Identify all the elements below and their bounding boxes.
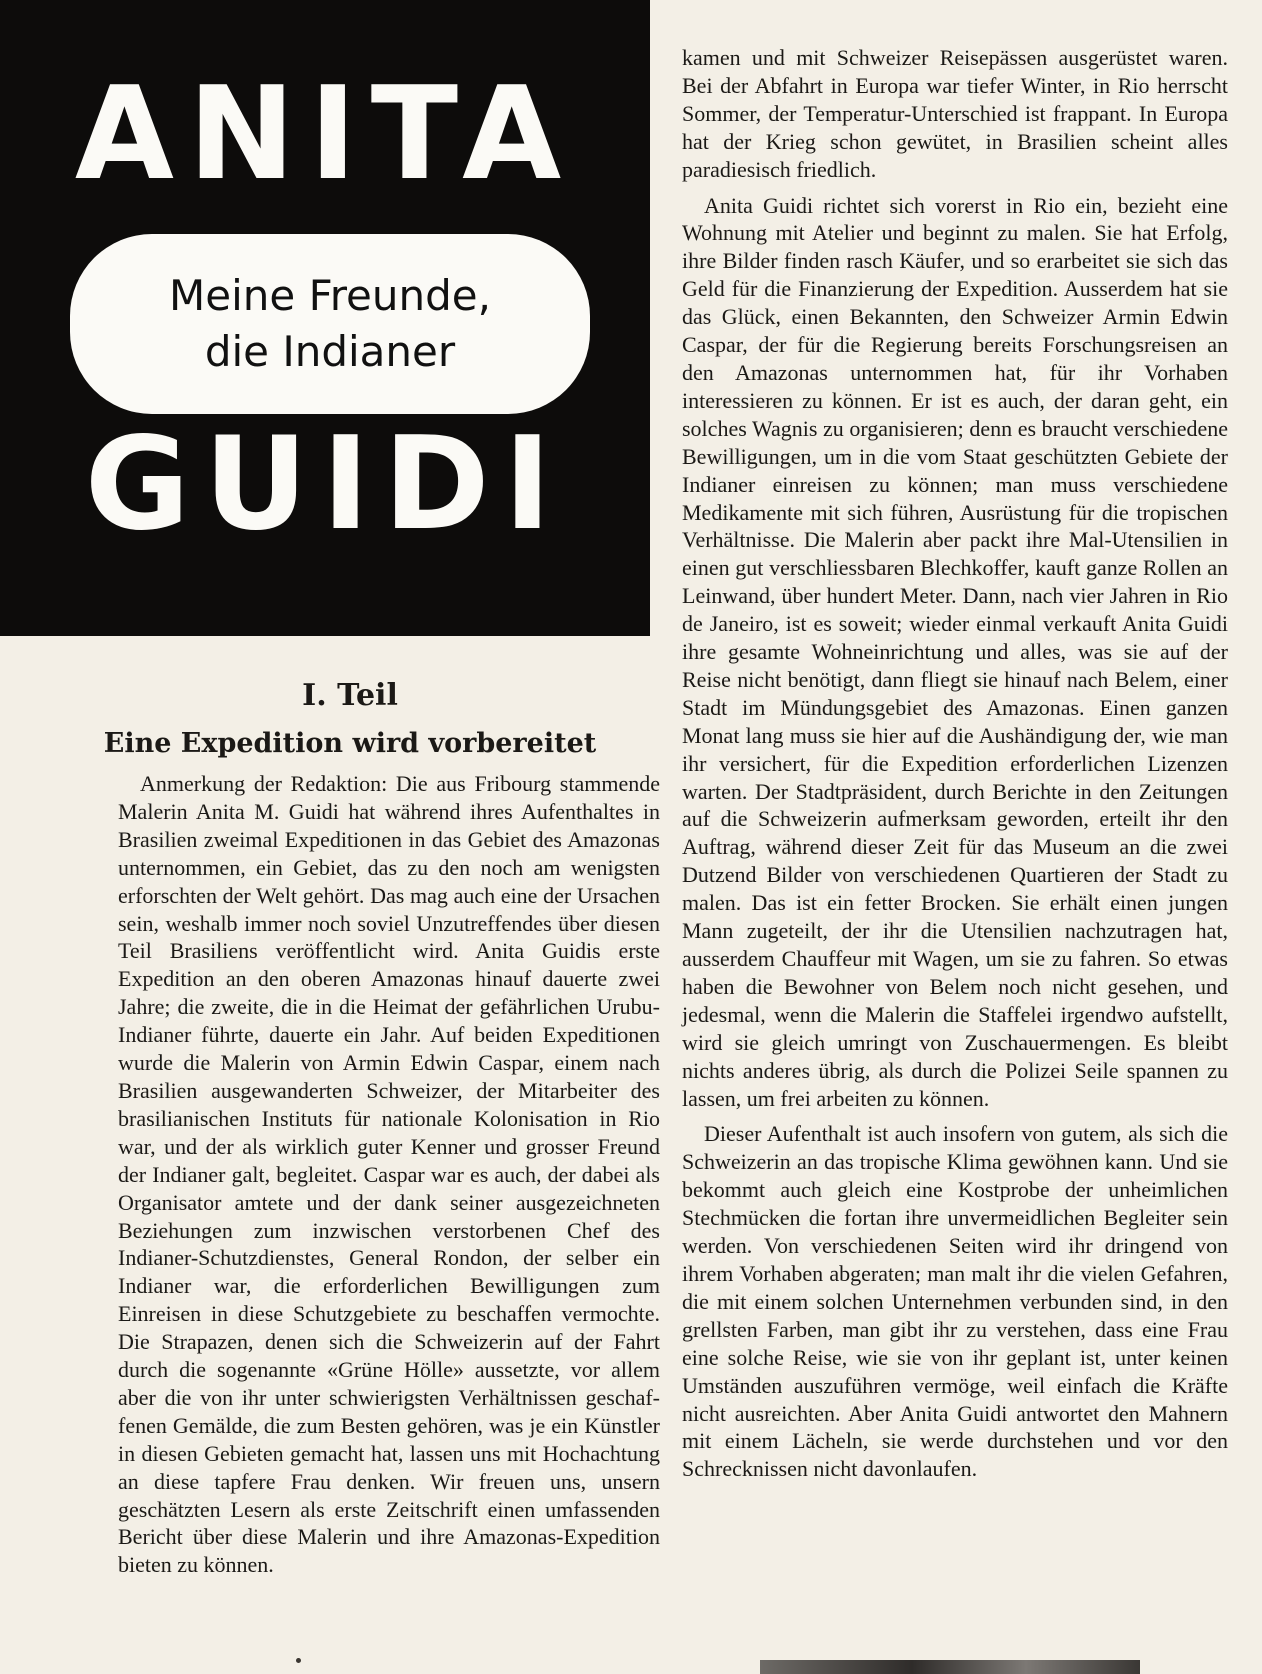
print-speck bbox=[296, 1658, 301, 1663]
right-column bbox=[682, 44, 1228, 1483]
right-paragraph-2: Anita Guidi richtet sich vorerst in Rio ein, bezieht eine Wohnung mit Atelier und beginnt zu malen. Sie hat Erfolg, ihre Bilder finden rasch Käufer, und so erarbeitet sie sich das Geld für die Finanzierung der Expedition. Ausserdem hat sie das Glück, einen Bekannten, den Schweizer Armin Edwin Caspar, der für die Regierung bereits Forschungsreisen an den Amazonas unternommen hat, für ihr Vorhaben interessieren zu können. Er ist es auch, der daran geht, ein solches Wagnis zu organisieren; denn es braucht verschiedene Bewilligungen, um in die vom Staat geschützten Gebiete der Indianer einreisen zu können; man muss verschiedene Medikamente mit sich führen, Ausrüstung für die tropischen Verhältnisse. Die Malerin aber packt ihre Mal-Utensilien in einen gut verschliessbaren Blechkoffer, kauft ganze Rollen an Leinwand, über hundert Meter. Dann, nach vier Jahren in Rio de Janeiro, ist es soweit; wieder einmal verkauft Anita Guidi ihre gesamte Wohneinrichtung und alles, was sie auf der Reise nicht benötigt, dann fliegt sie hinauf nach Belem, einer Stadt im Mündungsgebiet des Amazonas. Einen ganzen Monat lang muss sie hier auf die Aushändigung der, wie man ihr versichert, für die Expedition erforderlichen Lizenzen warten. Der Stadtpräsident, durch Berichte in den Zeitungen auf die Schweizerin aufmerksam geworden, erteilt ihr den Auftrag, während dieser Zeit für das Museum an die zwei Dutzend Bilder von verschiedenen Quartieren der Stadt zu malen. Das ist ein fetter Brocken. Sie erhält einen jungen Mann zugeteilt, der ihr die Utensilien nachzutragen hat, ausserdem Chauffeur mit Wagen, um sie zu fahren. So etwas haben die Bewohner von Belem noch nicht gesehen, und jedesmal, wenn die Malerin die Staffelei irgendwo aufstellt, wird sie gleich umringt von Zuschauermengen. Es bleibt nichts anderes übrig, als durch die Polizei Seile spannen zu lassen, um frei arbeiten zu können. bbox=[682, 192, 1228, 1111]
title-block bbox=[0, 0, 650, 636]
right-paragraph-1: kamen und mit Schweizer Reisepässen ausgerüstet waren. Bei der Abfahrt in Europa war tiefer Winter, in Rio herrscht Sommer, der Temperatur-Unterschied ist frappant. In Europa hat der Krieg schon gewütet, in Brasilien scheint alles paradiesisch friedlich. bbox=[682, 45, 1228, 182]
left-column bbox=[118, 770, 660, 1579]
last-name-heading: GUIDI bbox=[84, 410, 566, 559]
right-paragraph-3: Dieser Aufenthalt ist auch insofern von gutem, als sich die Schweizerin an das tropische Klima gewöhnen kann. Und sie bekommt auch gleich eine Kostprobe der unheimlichen Stechmücken die fortan ihre unvermeidlichen Begleiter sein werden. Von verschiedenen Seiten wird ihr dringend von ihrem Vorhaben abgeraten; man malt ihr die vielen Gefahren, die mit einem solchen Unternehmen verbunden sind, in den grellsten Farben, man gibt ihr zu verstehen, dass eine Frau eine solche Reise, wie sie von ihr geplant ist, unter keinen Umständen auszuführen vermöge, weil einfach die Kräfte nicht ausreichten. Aber Anita Guidi antwortet den Mahnern mit einem Lächeln, sie werde durchstehen und vor den Schrecknissen nicht davonlaufen. bbox=[682, 1121, 1228, 1482]
photo-edge-strip bbox=[760, 1660, 1140, 1674]
part-heading: I. Teil bbox=[302, 678, 398, 713]
article-headline: Eine Expedition wird vorbereitet bbox=[103, 728, 597, 759]
first-name-heading: ANITA bbox=[74, 60, 576, 209]
editor-note-paragraph: Anmerkung der Redaktion: Die aus Fribourg stammende Malerin Anita M. Guidi hat während ihres Aufenthaltes in Brasilien zweimal Expeditionen in das Gebiet des Amazonas unternommen, ein Gebiet, das zu den noch am wenigsten erforschten der Welt gehört. Das mag auch eine der Ursachen sein, weshalb immer noch soviel Unzutreffendes über diesen Teil Brasiliens veröffentlicht wird. Anita Guidis erste Expedition an den oberen Amazonas hinauf dauerte zwei Jahre; die zweite, die in die Heimat der gefährlichen Urubu-Indianer führte, dauerte ein Jahr. Auf beiden Expeditionen wurde die Malerin von Armin Edwin Caspar, einem nach Brasilien ausgewanderten Schweizer, der Mitarbeiter des brasilianischen Instituts für nationale Kolonisation in Rio war, und der als wirklich guter Kenner und grosser Freund der Indianer galt, begleitet. Caspar war es auch, der dabei als Organisator amtete und der dank seiner ausgezeichneten Beziehungen zum inzwischen verstorbenen Chef des Indianer-Schutzdienstes, General Rondon, der selber ein Indianer war, die erforderlichen Bewilligungen zum Einreisen in diese Schutzgebiete zu beschaffen vermochte. Die Strapazen, denen sich die Schweizerin auf der Fahrt durch die sogenannte «Grüne Hölle» aussetzte, vor allem aber die von ihr unter schwierigsten Verhältnissen geschaffenen Gemälde, die zum Besten gehören, was je ein Künstler in diesen Gebieten gemacht hat, lassen uns mit Hochachtung an diese tapfere Frau denken. Wir freuen uns, unsern geschätzten Lesern als erste Zeitschrift einen umfassenden Bericht über diese Malerin und ihre Amazonas-Expedition bieten zu können. bbox=[118, 771, 660, 1578]
subtitle-line-2: die Indianer bbox=[204, 327, 456, 376]
subtitle-pill bbox=[70, 234, 590, 414]
subtitle-line-1: Meine Freunde, bbox=[169, 271, 491, 320]
